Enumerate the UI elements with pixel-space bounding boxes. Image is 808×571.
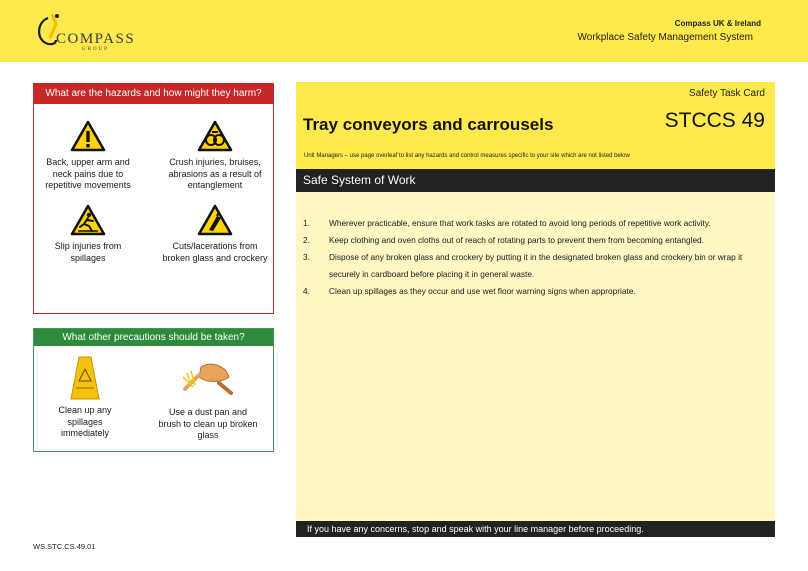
step-number: 4. (303, 286, 310, 296)
precaution-text: Clean up any spillages immediately (58, 405, 112, 438)
document-reference: WS.STC.CS.49.01 (33, 542, 96, 551)
precaution-text: Use a dust pan and brush to clean up broken glass (158, 407, 258, 440)
hazard-text: Slip injuries from spillages (54, 241, 122, 263)
brand-name: COMPASS (56, 31, 136, 47)
list-item (303, 215, 768, 232)
precaution-item (158, 355, 258, 442)
header-band (0, 0, 808, 62)
step-number: 1. (303, 218, 310, 228)
card-title: Tray conveyors and carrousels (303, 115, 554, 134)
hazard-item (166, 120, 264, 192)
card-label: Safety Task Card (689, 88, 765, 99)
hazard-text: Cuts/lacerations from broken glass and crockery (162, 241, 268, 263)
step-text: Clean up spillages as they occur and use wet floor warning signs when appropriate. (329, 286, 636, 296)
hazard-text: Back, upper arm and neck pains due to repetitive movements (45, 157, 131, 190)
wet-floor-sign-icon (68, 355, 102, 401)
step-number: 2. (303, 235, 310, 245)
step-number: 3. (303, 252, 310, 262)
hazard-item (162, 204, 268, 264)
precautions-panel (33, 328, 274, 452)
hazard-text: Crush injuries, bruises, abrasions as a result of entanglement (168, 157, 262, 190)
precautions-heading: What other precautions should be taken? (34, 329, 273, 346)
precaution-item (54, 355, 116, 440)
slip-hazard-icon (70, 204, 106, 236)
manager-note: Unit Managers – use page overleaf to list any hazards and control measures specific to your site which are not listed below (304, 153, 630, 159)
list-item (303, 249, 768, 283)
org-name: Compass UK & Ireland (674, 19, 761, 28)
warning-exclamation-icon (70, 120, 106, 152)
steps-list (303, 215, 768, 300)
card-header (296, 82, 775, 169)
hazard-item (42, 120, 134, 192)
footer-bar: If you have any concerns, stop and speak with your line manager before proceeding. (296, 521, 775, 537)
list-item (303, 232, 768, 249)
safety-task-card (296, 82, 775, 537)
step-text: Keep clothing and oven cloths out of reach of rotating parts to prevent them from becoming entangled. (329, 235, 704, 245)
dustpan-brush-icon (181, 355, 235, 399)
entanglement-hazard-icon (197, 120, 233, 152)
hazards-heading: What are the hazards and how might they harm? (34, 84, 273, 104)
section-title: Safe System of Work (296, 169, 775, 192)
list-item (303, 283, 768, 300)
card-code: STCCS 49 (664, 109, 765, 132)
step-text: Wherever practicable, ensure that work tasks are rotated to avoid long periods of repetitive work activity. (329, 218, 711, 228)
step-text: Dispose of any broken glass and crockery by putting it in the designated broken glass and crockery bin or wrap it securely in cardboard before placing it in general waste. (329, 252, 743, 279)
hazard-item (42, 204, 134, 264)
hazards-panel (33, 83, 274, 314)
system-name: Workplace Safety Management System (577, 32, 753, 43)
cut-hazard-icon (197, 204, 233, 236)
brand-sub: GROUP (82, 47, 109, 52)
